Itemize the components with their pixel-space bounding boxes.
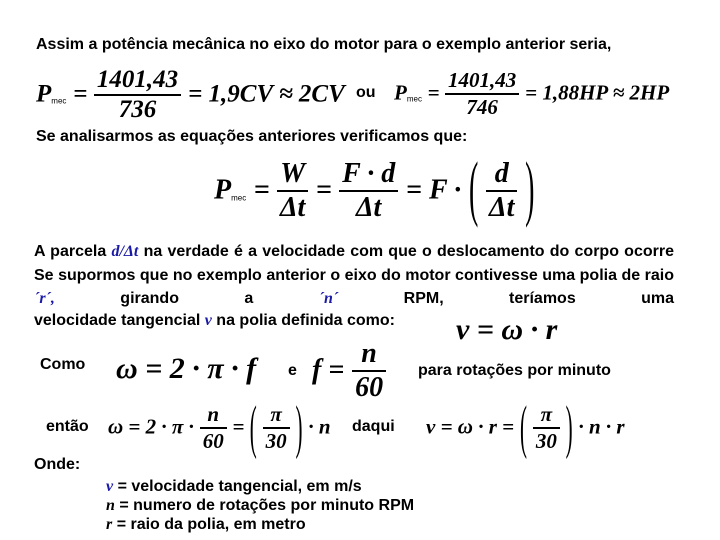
eq3-f2-num: F · d <box>342 158 396 189</box>
f-eq-lhs: f = <box>312 354 345 386</box>
e-label: e <box>288 362 297 379</box>
definition-n <box>106 497 414 515</box>
v2-right-paren: ) <box>565 393 573 461</box>
equation-v-omega-r: v = ω · r <box>456 313 558 346</box>
equation-v-n-r <box>426 393 625 461</box>
eq3-lhs-sub: mec <box>231 193 247 203</box>
definition-v-text: = velocidade tangencial, em m/s <box>117 478 362 495</box>
equation-omega: ω = 2 · π · f <box>116 352 257 385</box>
paragraph-part5: velocidade tangencial <box>34 312 201 329</box>
equation-omega-n: ω = 2 · π · $\frac{n}{60}$ = ( $\frac{\pi}{30}$ ) · n <box>108 402 331 454</box>
paragraph-part6: na polia definida como: <box>216 312 395 329</box>
eq2-result: = 1,88HP ≈ 2HP <box>525 80 670 105</box>
analysis-line: Se analisarmos as equações anteriores verificamos que: <box>36 128 468 145</box>
eq2-numerator: 1401,43 <box>448 68 517 92</box>
velocity-paragraph-last-line <box>34 312 395 330</box>
paragraph-part3: girando a <box>120 290 254 307</box>
eq3-f3-num: d <box>494 158 509 189</box>
eq3-fraction-d <box>486 158 517 224</box>
paragraph-math-r: ´r´, <box>34 290 55 307</box>
omega2-fraction-pi30 <box>263 402 290 454</box>
v2-f-num: π <box>540 402 553 426</box>
omega2-f1-den: 60 <box>200 427 227 454</box>
equation-frequency <box>312 338 386 404</box>
ou-label: ou <box>356 84 376 101</box>
omega2-left-paren: ( <box>249 393 257 461</box>
v2-fraction-pi30 <box>533 402 560 454</box>
eq3-f2-den: Δt <box>339 190 398 224</box>
como-label: Como <box>40 356 86 373</box>
eq1-numerator: 1401,43 <box>96 66 179 93</box>
definition-r <box>106 516 306 534</box>
f-eq-num: n <box>361 338 377 369</box>
v2-f-den: 30 <box>533 427 560 454</box>
daqui-label: daqui <box>352 418 395 435</box>
rpm-note: para rotações por minuto <box>418 362 611 379</box>
omega2-fraction-n60 <box>200 402 227 454</box>
eq3-lhs: P <box>214 174 232 206</box>
eq2-denominator: 746 <box>445 93 519 120</box>
definition-n-text: = numero de rotações por minuto RPM <box>119 497 415 514</box>
omega2-f2-den: 30 <box>263 427 290 454</box>
v2-left-paren: ( <box>519 393 527 461</box>
omega2-lhs: ω = 2 · π · <box>108 414 194 439</box>
v2-tail: · n · r <box>578 414 625 439</box>
f-eq-fraction <box>352 338 386 404</box>
eq3-left-paren: ( <box>468 149 479 230</box>
definition-n-symbol: n <box>106 497 115 514</box>
eq3-fraction-w <box>277 158 308 224</box>
eq1-denominator: 736 <box>94 94 181 124</box>
definition-r-symbol: r <box>106 516 113 533</box>
eq2-lhs: P <box>394 80 407 105</box>
eq2-lhs-sub: mec <box>406 94 422 104</box>
paragraph-math-v: v <box>204 312 212 329</box>
equation-power-cv: $P_{mec}$ = $\frac{1401,43}{736}$ = 1,9CV ≈ 2CV <box>36 66 345 123</box>
v2-lhs: v = ω · r = <box>426 414 515 439</box>
omega2-right-paren: ) <box>295 393 303 461</box>
eq3-mid: = F · <box>406 174 462 206</box>
f-eq-den: 60 <box>352 370 386 404</box>
eq3-f1-den: Δt <box>277 190 308 224</box>
eq3-f1-num: W <box>280 158 306 189</box>
equation-power-hp: $P_{mec}$ = $\frac{1401,43}{746}$ = 1,88HP ≈ 2HP <box>394 68 670 119</box>
intro-line: Assim a potência mecânica no eixo do motor para o exemplo anterior seria, <box>36 36 612 53</box>
eq3-f3-den: Δt <box>486 190 517 224</box>
eq3-right-paren: ) <box>525 149 535 230</box>
definition-v-symbol: v <box>106 478 114 495</box>
velocity-paragraph <box>34 240 674 311</box>
definition-v <box>106 478 362 496</box>
entao-label: então <box>46 418 89 435</box>
paragraph-math-n: ´n´ <box>318 290 339 307</box>
eq2-fraction <box>445 68 519 120</box>
paragraph-part1: A parcela <box>34 243 107 260</box>
paragraph-part4: RPM, teríamos uma <box>403 290 675 307</box>
eq1-lhs: P <box>36 80 52 108</box>
eq3-fraction-fd <box>339 158 398 224</box>
omega2-f1-num: n <box>207 402 220 426</box>
onde-label: Onde: <box>34 456 81 473</box>
eq1-fraction <box>94 66 181 124</box>
paragraph-math-d-dt: d/Δt <box>111 243 139 260</box>
eq1-result: = 1,9CV ≈ 2CV <box>188 80 345 108</box>
equation-power-general: $P_{mec}$ = $\frac{W}{\Delta t}$ = $\frac{F \cdot d}{\Delta t}$ = F · ( $\frac{d}{\Delta t}$ ) <box>214 158 535 224</box>
paragraph-part2: na verdade é a velocidade com que o deslocamento do corpo ocorre Se supormos que no exemplo anterior o eixo do motor contivesse uma polia de raio <box>34 243 674 284</box>
omega2-tail: · n <box>308 414 331 439</box>
omega2-f2-num: π <box>270 402 282 426</box>
eq1-lhs-sub: mec <box>51 96 67 106</box>
definition-r-text: = raio da polia, em metro <box>116 516 306 533</box>
